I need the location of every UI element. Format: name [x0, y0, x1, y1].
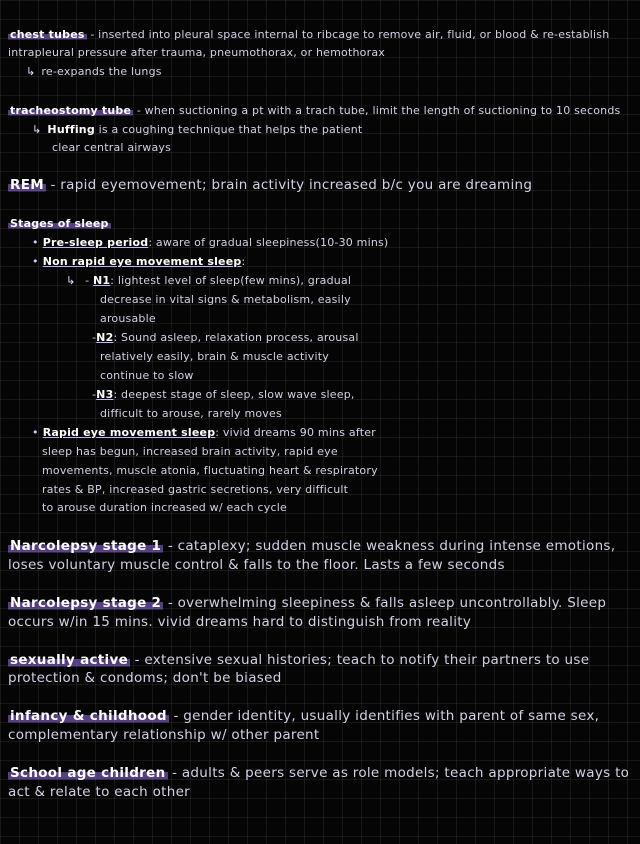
trach-definition: - when suctioning a pt with a trach tube, limit the length of suctioning to 10 seconds — [133, 104, 621, 117]
trach-note-1-text: is a coughing technique that helps the patient — [94, 123, 363, 136]
chest-tubes-term: chest tubes — [10, 28, 85, 41]
narco1-definition: - cataplexy; sudden muscle weakness during intense emotions, — [163, 538, 616, 554]
rem-term: REM — [10, 177, 44, 193]
infancy-line-1 — [8, 707, 599, 725]
infancy-term: infancy & childhood — [10, 708, 167, 724]
n3-line-1: -N3: deepest stage of sleep, slow wave sleep, — [92, 388, 355, 401]
sexual-definition: - extensive sexual histories; teach to notify their partners to use — [130, 652, 590, 668]
narco2-line-1 — [8, 594, 606, 612]
pre-sleep-term: Pre-sleep period — [42, 236, 149, 249]
sexual-term: sexually active — [10, 652, 129, 668]
chest-tubes-note-text: re-expands the lungs — [41, 65, 162, 78]
bullet-icon: • — [32, 255, 39, 268]
chest-tubes-line-1 — [8, 27, 609, 42]
n1-text-1: : lightest level of sleep(few mins), gradual — [110, 274, 352, 287]
school-line-1 — [8, 764, 629, 782]
trach-line-1 — [8, 103, 620, 118]
infancy-definition: - gender identity, usually identifies with parent of same sex, — [168, 708, 600, 724]
rem-sleep-line-1 — [32, 425, 376, 440]
n2-text-1: : Sound asleep, relaxation process, arousal — [113, 331, 359, 344]
rem-sleep-line-4: rates & BP, increased gastric secretions, very difficult — [42, 483, 349, 496]
rem-sleep-term: Rapid eye movement sleep — [42, 426, 216, 439]
narco1-term: Narcolepsy stage 1 — [10, 538, 162, 554]
narco1-line-1 — [8, 537, 615, 555]
narco2-term: Narcolepsy stage 2 — [10, 595, 162, 611]
trach-term: tracheostomy tube — [10, 104, 132, 117]
pre-sleep-line — [32, 235, 388, 250]
bullet-icon: • — [32, 426, 39, 439]
narco1-line-2: loses voluntary muscle control & falls to the floor. Lasts a few seconds — [8, 557, 505, 573]
rem-sleep-line-3: movements, muscle atonia, fluctuating heart & respiratory — [42, 464, 378, 477]
rem-sleep-text-1: : vivid dreams 90 mins after — [215, 426, 376, 439]
sexual-line-2: protection & condoms; don't be biased — [8, 670, 282, 686]
bullet-icon: • — [32, 236, 39, 249]
n3-term: N3 — [96, 388, 114, 401]
school-line-2: act & relate to each other — [8, 784, 191, 800]
sexual-line-1 — [8, 651, 589, 669]
n1-term: N1 — [92, 274, 111, 287]
arrow-icon: ↳ — [26, 65, 36, 78]
n1-line-2: decrease in vital signs & metabolism, easily — [100, 293, 351, 306]
nrem-colon: : — [241, 255, 246, 268]
n1-line-3: arousable — [100, 312, 156, 325]
chest-tubes-line-2: intrapleural pressure after trauma, pneumothorax, or hemothorax — [8, 46, 385, 59]
n2-term: N2 — [96, 331, 114, 344]
chest-tubes-note — [26, 64, 162, 79]
nrem-line — [32, 254, 245, 269]
n2-line-3: continue to slow — [100, 369, 194, 382]
school-term: School age children — [10, 765, 166, 781]
n2-line-2: relatively easily, brain & muscle activity — [100, 350, 329, 363]
narco2-line-2: occurs w/in 15 mins. vivid dreams hard to distinguish from reality — [8, 614, 472, 630]
huffing-term: Huffing — [47, 123, 95, 136]
n1-line-1: ↳ - N1: lightest level of sleep(few mins), gradual — [66, 274, 352, 287]
sleep-heading-text: Stages of sleep — [10, 217, 109, 230]
arrow-icon: ↳ — [66, 274, 76, 287]
trach-note-1 — [32, 122, 362, 137]
n3-text-1: : deepest stage of sleep, slow wave sleep, — [113, 388, 355, 401]
infancy-line-2: complementary relationship w/ other parent — [8, 727, 320, 743]
trach-note-2: clear central airways — [52, 141, 172, 154]
rem-line — [8, 176, 532, 194]
arrow-icon: ↳ — [32, 123, 42, 136]
pre-sleep-text: : aware of gradual sleepiness(10-30 mins) — [148, 236, 389, 249]
sleep-heading — [8, 216, 111, 231]
chest-tubes-definition: - inserted into pleural space internal to ribcage to remove air, fluid, or blood & re-establish — [86, 28, 610, 41]
rem-definition: - rapid eyemovement; brain activity increased b/c you are dreaming — [45, 177, 533, 193]
narco2-definition: - overwhelming sleepiness & falls asleep uncontrollably. Sleep — [163, 595, 607, 611]
n3-line-2: difficult to arouse, rarely moves — [100, 407, 282, 420]
school-definition: - adults & peers serve as role models; teach appropriate ways to — [167, 765, 630, 781]
rem-sleep-line-2: sleep has begun, increased brain activity, rapid eye — [42, 445, 338, 458]
rem-sleep-line-5: to arouse duration increased w/ each cycle — [42, 501, 287, 514]
nrem-term: Non rapid eye movement sleep — [42, 255, 242, 268]
n2-line-1: -N2: Sound asleep, relaxation process, arousal — [92, 331, 359, 344]
